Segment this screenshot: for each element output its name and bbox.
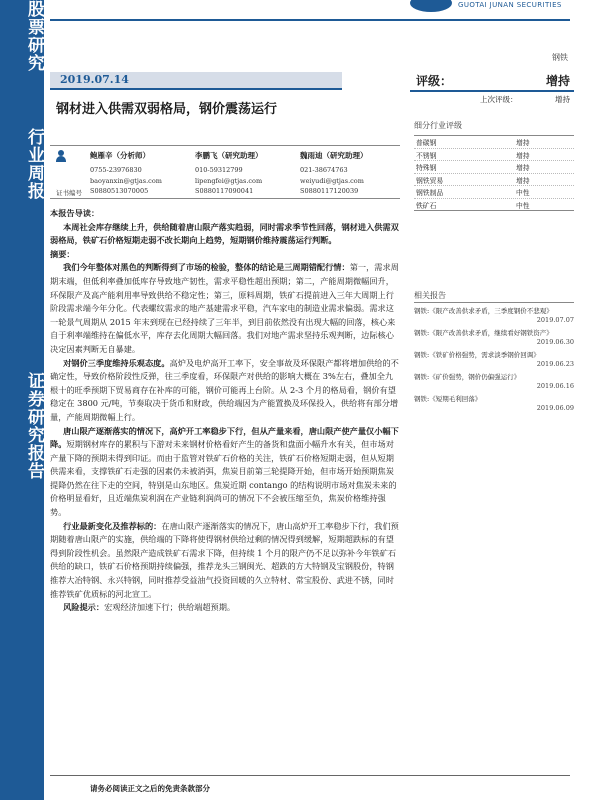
guide-header: 本报告导读： [50, 208, 100, 218]
related-report-item[interactable] [414, 394, 574, 413]
related-report-title[interactable]: 钢铁:《限产改善供求矛盾，三季度钢价不悲观》 [414, 307, 553, 315]
related-report-item[interactable] [414, 372, 574, 391]
related-report-title[interactable]: 钢铁:《短期毛利回落》 [414, 395, 482, 403]
sidebar-label-securities-report: 证券研究报告 [24, 372, 44, 480]
analyst-name: 李鹏飞（研究助理） [195, 151, 263, 160]
rating-rule [410, 90, 574, 92]
sidebar-label-industry-weekly: 行业周报 [24, 128, 44, 200]
cert-number-label: 证书编号 [56, 189, 82, 197]
sub-rating-row [414, 136, 574, 149]
sub-rating-name: 钢铁贸易 [416, 176, 444, 185]
previous-rating-value: 增持 [555, 95, 570, 104]
summary-paragraph-4 [50, 520, 400, 602]
sub-rating-value: 中性 [516, 189, 530, 197]
sub-rating-row [414, 186, 574, 199]
sub-rating-name: 特殊钢 [416, 164, 437, 172]
analyst-column [195, 150, 305, 197]
sub-ratings-table [414, 135, 574, 211]
related-report-date: 2019.06.23 [536, 360, 574, 368]
paragraph-lead: 唐山限产逐渐落实的情况下，高炉开工率稳步下行，但从产量来看，唐山限产使产量仅小幅下降。 [50, 425, 399, 450]
sub-rating-value: 增持 [516, 139, 530, 147]
analyst-phone: 010-59312799 [195, 166, 243, 174]
company-name-en: GUOTAI JUNAN SECURITIES [458, 1, 562, 9]
analyst-cert: S0880117120039 [300, 187, 359, 195]
rating-label: 评级： [416, 74, 453, 88]
analyst-email[interactable]: baoyanxin@gtjas.com [90, 176, 162, 185]
sub-rating-name: 铁矿石 [416, 201, 437, 210]
logo-emblem-icon [410, 0, 452, 12]
sidebar-label-stock-research: 股票研究 [24, 0, 44, 72]
related-report-date: 2019.06.16 [536, 382, 574, 390]
paragraph-lead: 行业最新变化及推荐标的： [63, 520, 162, 531]
analyst-cert: S0880117090041 [195, 187, 254, 195]
related-reports-header: 相关报告 [414, 291, 446, 300]
header-rule [50, 19, 570, 21]
sub-rating-row [414, 199, 574, 211]
risk-text: 宏观经济加速下行；供给端超预期。 [104, 602, 236, 613]
left-sidebar [0, 0, 44, 800]
disclaimer-footer: 请务必阅读正文之后的免责条款部分 [90, 784, 210, 793]
related-reports-list [414, 302, 574, 413]
paragraph-text: 短期钢材库存的累积与下游对未来钢材价格看好产生的备货和盘面小幅升水有关，但市场对产量下降的预期未得到印证。而由于监管对铁矿石价格的关注，铁矿石价格短期走弱，但从短期供需来看，支撑铁矿石走强的因素仍未被消弭，焦炭目前第三轮提降开始，但市场开始预期焦炭提降仍然在往下走的空间，特别是山东地区。焦炭近期 contango 的结构说明市场对焦炭未来的价格明显看好，且近端焦炭利润在产业链利润尚可的情况下不会被压缩至负，焦炭价格维持强势。 [50, 439, 397, 518]
analyst-column [300, 150, 410, 197]
guide-text: 本周社会库存继续上升，供给随着唐山限产落实趋弱，同时需求季节性回落，钢材进入供需双弱格局，铁矿石价格短期走弱不改长期向上趋势，短期钢价维持震荡运行判断。 [50, 221, 399, 246]
sub-rating-name: 不锈钢 [416, 151, 437, 160]
related-report-title[interactable]: 钢铁:《铁矿价格强势，需求淡季钢价回调》 [414, 351, 540, 359]
date-badge [50, 72, 342, 90]
paragraph-text: 第一，需求周期末端，但低利率叠加低库存导致地产韧性，需求平稳性超出预期；第二，产能周期微幅回升，环保限产及高产能利用率导致供给不稳定性；第三，原料周期，铁矿石提前进入三年大周期上行阶段需求端今年分化。代表螺纹需求的地产基建需求平稳，汽车家电的制造业需求偏弱。需求这一轮景气周期从 2015 年末到现在已经持续了三年半，到目前依然没有出现大幅的回落，核心来自于利率端维持在偏低水平，库存去化周期大幅回落。我们对地产需求坚持乐观判断，边际核心决定因素判断无自暴建。 [50, 262, 399, 354]
report-date: 2019.07.14 [60, 73, 129, 86]
sub-ratings-header: 细分行业评级 [414, 121, 462, 130]
sub-rating-row [414, 161, 574, 174]
analyst-phone: 021-38674763 [300, 166, 348, 174]
sub-rating-row [414, 174, 574, 187]
footer-rule [50, 775, 570, 776]
related-report-title[interactable]: 钢铁:《矿价强势，钢价仍偏强运行》 [414, 373, 521, 381]
sector-label: 钢铁 [552, 53, 568, 62]
summary-paragraph-2 [50, 357, 400, 425]
report-title: 钢材进入供需双弱格局，钢价震荡运行 [56, 102, 278, 117]
sub-rating-name: 普碳钢 [416, 139, 437, 147]
related-report-date: 2019.06.30 [536, 338, 574, 346]
related-report-item[interactable] [414, 328, 574, 347]
analyst-name: 鲍雁辛（分析师） [90, 151, 150, 160]
report-body [50, 207, 400, 615]
summary-paragraph-1 [50, 261, 400, 356]
analyst-block [50, 145, 400, 199]
analyst-email[interactable]: lipengfei@gtjas.com [195, 176, 263, 185]
summary-header: 摘要： [50, 248, 75, 259]
related-report-title[interactable]: 钢铁:《限产改善供求矛盾，继续看好钢铁资产》 [414, 329, 553, 337]
previous-rating-label: 上次评级： [480, 95, 518, 104]
person-icon [56, 150, 66, 162]
paragraph-text: 高炉及电炉高开工率下，安全事故及环保限产都将增加供给的不确定性，导致价格阶段性反弹，往三季度看，环保限产对供给的影响大概在 3%左右，叠加全九根十的旺季预期下贸易商存在补库的可能，钢价可能再上台阶。从 2-3 个月的格局看，钢价有望稳定在 3800 元/吨，节奏取决于货币和财政，供给端因为产能置换及环保投入，供给将有部分增量，产能周期微幅上行。 [50, 357, 399, 422]
sub-rating-value: 增持 [516, 151, 530, 160]
related-report-item[interactable] [414, 306, 574, 325]
paragraph-text: 在唐山限产逐渐落实的情况下，唐山高炉开工率稳步下行，我们预期随着唐山限产的实施，供给端的下降将使得钢材供给过剩的情况得到缓解，短期超跌标的有望得到阶段性机会。虽然限产造成铁矿石需求下降，但持续 1 个月的限产仍不足以弥补今年铁矿石供给的缺口，铁矿石价格预期持续偏强，推荐龙头三钢闽光、超跌的方大特钢及宝钢股份，特钢推荐大冶特钢、永兴特钢，同时推荐受益油气投资回暖的久立特材、常宝股份、武进不锈，同时推荐铁矿优质标的河北宣工。 [50, 520, 399, 599]
analyst-email[interactable]: weiyudi@gtjas.com [300, 176, 364, 185]
related-report-item[interactable] [414, 350, 574, 369]
rating-value: 增持 [545, 74, 570, 88]
sub-rating-row [414, 149, 574, 162]
sub-rating-value: 增持 [516, 176, 530, 185]
sub-rating-value: 中性 [516, 201, 530, 210]
company-logo [410, 0, 580, 26]
analyst-phone: 0755-23976830 [90, 166, 142, 174]
risk-lead: 风险提示： [63, 602, 105, 613]
risk-paragraph [50, 601, 400, 615]
sub-rating-value: 增持 [516, 164, 530, 172]
paragraph-lead: 对钢价三季度维持乐观态度。 [63, 357, 170, 368]
sub-rating-name: 钢铁制品 [416, 189, 444, 197]
analyst-cert: S0880513070005 [90, 187, 149, 195]
related-report-date: 2019.07.07 [536, 316, 574, 324]
related-report-date: 2019.06.09 [536, 404, 574, 412]
summary-paragraph-3 [50, 425, 400, 520]
analyst-column [90, 150, 200, 197]
paragraph-lead: 我们今年整体对黑色的判断得到了市场的检验，整体的结论是三周期错配行情： [63, 262, 350, 273]
analyst-name: 魏雨迪（研究助理） [300, 151, 368, 160]
